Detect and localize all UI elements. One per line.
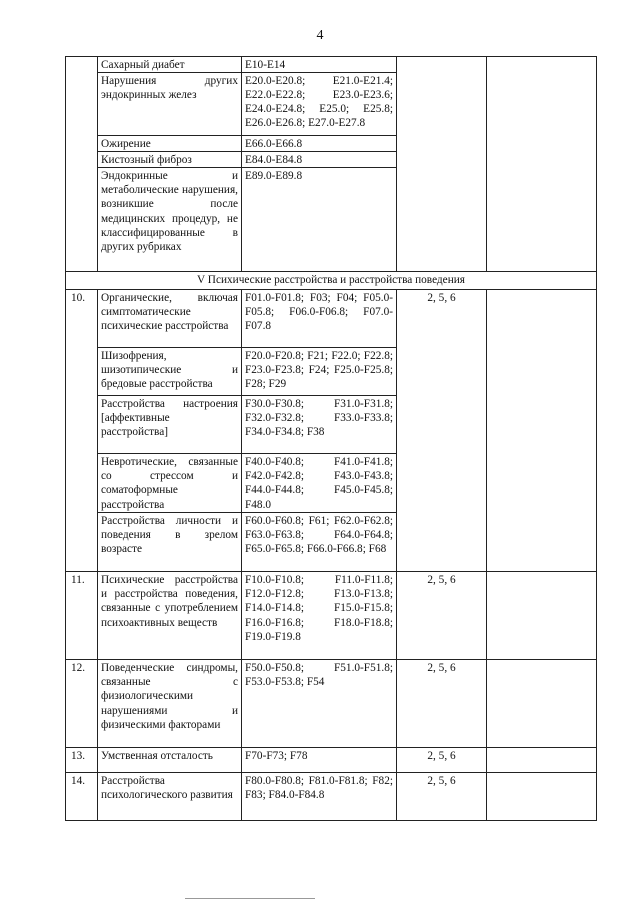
icd-code-cell: F70-F73; F78 <box>242 748 397 773</box>
table-row <box>66 773 597 821</box>
table-row <box>66 748 597 773</box>
disease-name-cell: Кистозный фиброз <box>98 152 242 168</box>
criteria-cell: 2, 5, 6 <box>397 660 487 748</box>
icd-code-cell: E84.0-E84.8 <box>242 152 397 168</box>
disease-name-cell: Ожирение <box>98 136 242 152</box>
empty-cell <box>487 748 597 773</box>
empty-cell <box>487 660 597 748</box>
disease-name-cell: Поведенческие синдромы, связанные с физиологическими нарушениями и физическими факторами <box>98 660 242 748</box>
disease-name-cell: Расстройства личности и поведения в зрелом возрасте <box>98 513 242 572</box>
page-number: 4 <box>316 28 324 43</box>
section-heading: V Психические расстройства и расстройства поведения <box>66 272 597 290</box>
empty-cell <box>487 290 597 572</box>
disease-name-cell: Психические расстройства и расстройства поведения, связанные с употреблением психоактивных веществ <box>98 572 242 660</box>
table-row <box>66 572 597 660</box>
number-cell: 12. <box>66 660 98 748</box>
number-cell: 14. <box>66 773 98 821</box>
criteria-cell: 2, 5, 6 <box>397 773 487 821</box>
disease-name-cell: Невротические, связанные со стрессом и соматоформные расстройства <box>98 454 242 513</box>
criteria-cell: 2, 5, 6 <box>397 748 487 773</box>
icd-code-cell: F10.0-F10.8; F11.0-F11.8; F12.0-F12.8; F13.0-F13.8; F14.0-F14.8; F15.0-F15.8; F16.0-F16.8; F18.0-F18.8; F19.0-F19.8 <box>242 572 397 660</box>
criteria-cell: 2, 5, 6 <box>397 290 487 572</box>
number-cell: 11. <box>66 572 98 660</box>
scan-edge-line <box>185 898 315 899</box>
disease-name-cell: Органические, включая симптоматические психические расстройства <box>98 290 242 348</box>
disease-name-cell: Умственная отсталость <box>98 748 242 773</box>
table-row <box>66 57 597 73</box>
icd-code-cell: E10-E14 <box>242 57 397 73</box>
table-row <box>66 290 597 348</box>
disease-name-cell: Расстройства психологического развития <box>98 773 242 821</box>
table-row <box>66 272 597 290</box>
icd-code-cell: F80.0-F80.8; F81.0-F81.8; F82; F83; F84.0-F84.8 <box>242 773 397 821</box>
disease-name-cell: Эндокринные и метаболические нарушения, возникшие после медицинских процедур, не классифицированные в других рубриках <box>98 168 242 272</box>
disease-name-cell: Расстройства настроения [аффективные расстройства] <box>98 396 242 454</box>
criteria-cell: 2, 5, 6 <box>397 572 487 660</box>
number-cell <box>66 57 98 272</box>
icd-code-cell: E89.0-E89.8 <box>242 168 397 272</box>
icd-code-cell: E20.0-E20.8; E21.0-E21.4; E22.0-E22.8; E23.0-E23.6; E24.0-E24.8; E25.0; E25.8; E26.0-E26.8; E27.0-E27.8 <box>242 73 397 136</box>
empty-cell <box>487 773 597 821</box>
disease-name-cell: Сахарный диабет <box>98 57 242 73</box>
disease-name-cell: Шизофрения, шизотипические и бредовые расстройства <box>98 348 242 396</box>
icd-code-cell: F30.0-F30.8; F31.0-F31.8; F32.0-F32.8; F33.0-F33.8; F34.0-F34.8; F38 <box>242 396 397 454</box>
icd-code-cell: F60.0-F60.8; F61; F62.0-F62.8; F63.0-F63.8; F64.0-F64.8; F65.0-F65.8; F66.0-F66.8; F68 <box>242 513 397 572</box>
icd-code-cell: F40.0-F40.8; F41.0-F41.8; F42.0-F42.8; F43.0-F43.8; F44.0-F44.8; F45.0-F45.8; F48.0 <box>242 454 397 513</box>
disease-table <box>65 56 597 821</box>
number-cell: 13. <box>66 748 98 773</box>
icd-code-cell: F01.0-F01.8; F03; F04; F05.0-F05.8; F06.0-F06.8; F07.0-F07.8 <box>242 290 397 348</box>
icd-code-cell: E66.0-E66.8 <box>242 136 397 152</box>
table-row <box>66 660 597 748</box>
empty-cell <box>487 57 597 272</box>
number-cell: 10. <box>66 290 98 572</box>
disease-name-cell: Нарушения других эндокринных желез <box>98 73 242 136</box>
icd-code-cell: F20.0-F20.8; F21; F22.0; F22.8; F23.0-F23.8; F24; F25.0-F25.8; F28; F29 <box>242 348 397 396</box>
empty-cell <box>487 572 597 660</box>
criteria-cell <box>397 57 487 272</box>
icd-code-cell: F50.0-F50.8; F51.0-F51.8; F53.0-F53.8; F54 <box>242 660 397 748</box>
